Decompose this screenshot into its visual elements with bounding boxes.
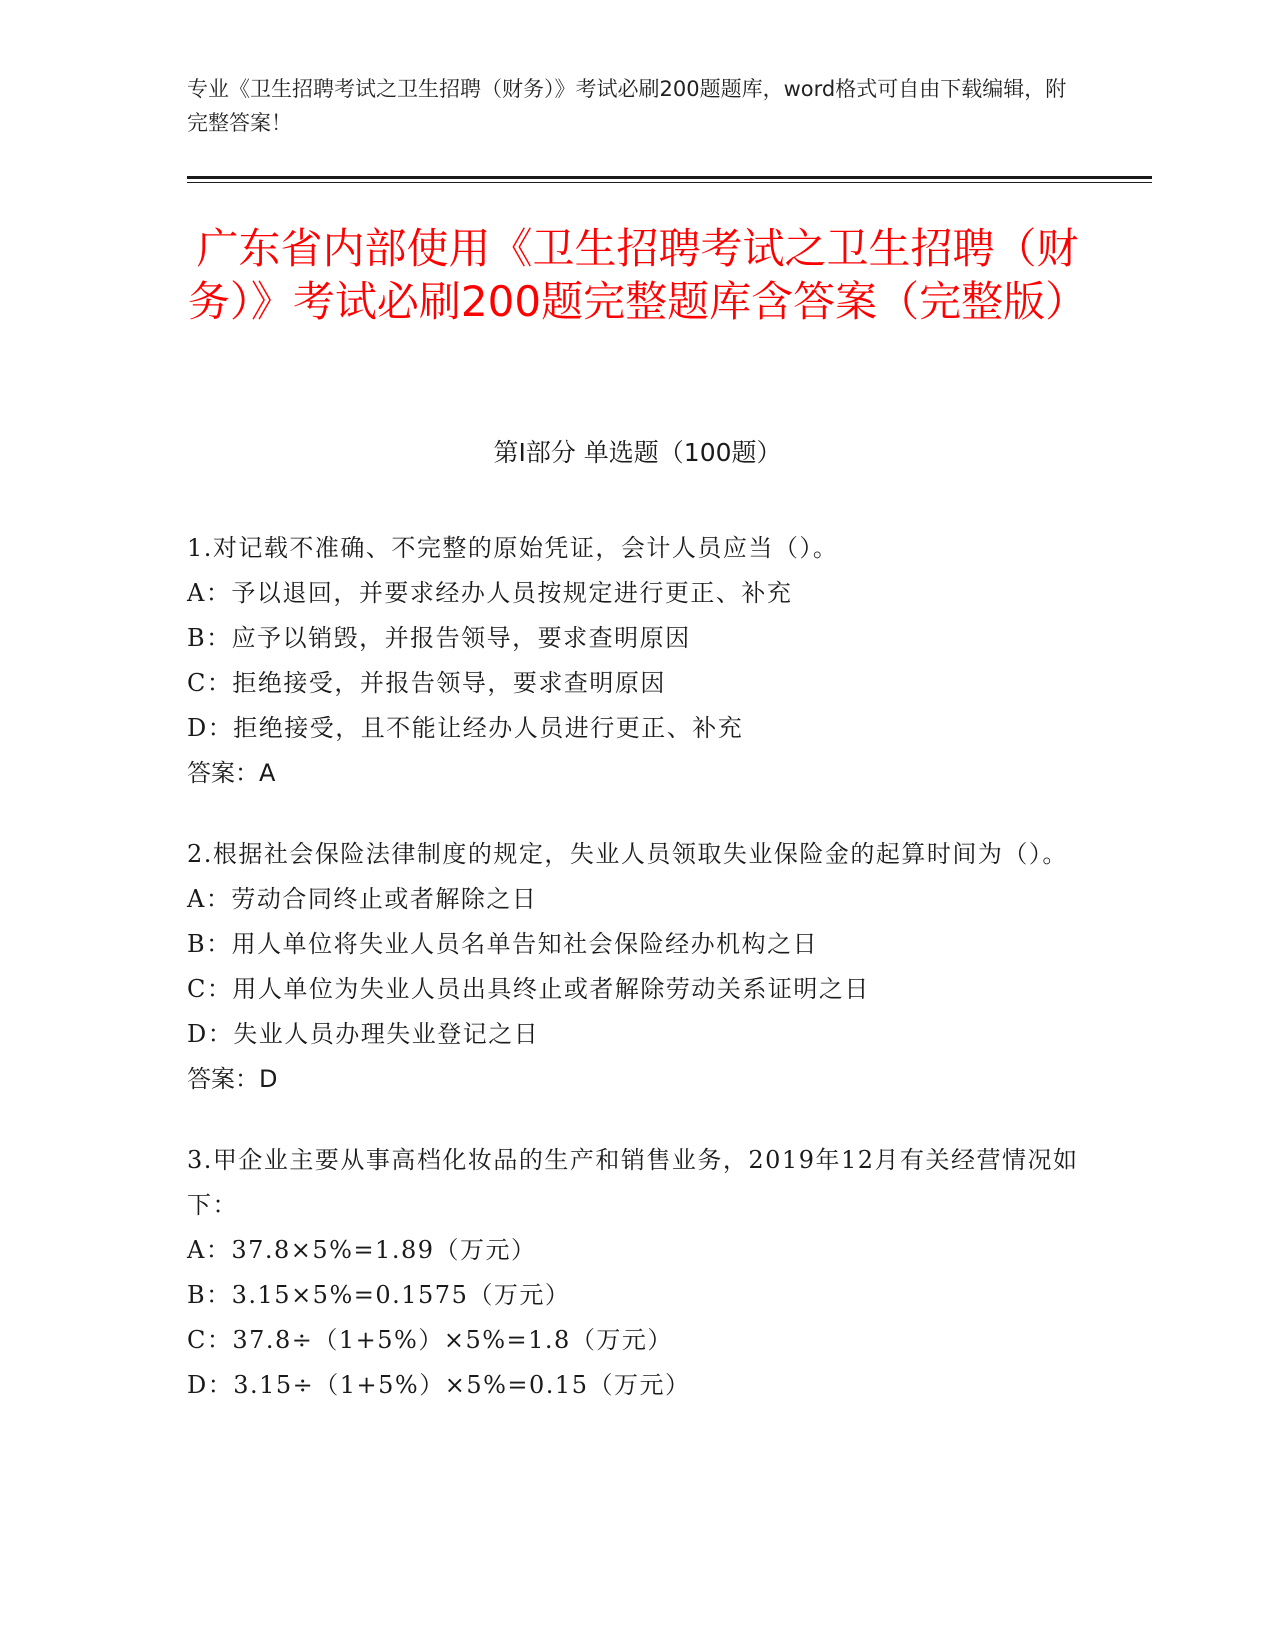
header-divider-thick [187, 176, 1152, 179]
question-3 [187, 1138, 1087, 1408]
option-c: C：37.8÷（1+5%）×5%=1.8（万元） [187, 1326, 673, 1354]
answer: 答案：A [187, 759, 276, 787]
question-list [187, 526, 1087, 1444]
question-stem: 2.根据社会保险法律制度的规定，失业人员领取失业保险金的起算时间为（）。 [187, 840, 1068, 868]
option-c: C：用人单位为失业人员出具终止或者解除劳动关系证明之日 [187, 975, 870, 1003]
option-a: A：37.8×5%=1.89（万元） [187, 1236, 537, 1264]
option-d: D：失业人员办理失业登记之日 [187, 1020, 540, 1048]
question-2 [187, 832, 1087, 1102]
question-stem: 1.对记载不准确、不完整的原始凭证，会计人员应当（）。 [187, 534, 839, 562]
question-1 [187, 526, 1087, 796]
option-d: D：3.15÷（1+5%）×5%=0.15（万元） [187, 1371, 691, 1399]
option-b: B：用人单位将失业人员名单告知社会保险经办机构之日 [187, 930, 819, 958]
header-note: 专业《卫生招聘考试之卫生招聘（财务）》考试必刷200题题库，word格式可自由下载编辑，附完整答案！ [187, 77, 1067, 135]
option-b: B：应予以销毁，并报告领导，要求查明原因 [187, 624, 691, 652]
document-title: 广东省内部使用《卫生招聘考试之卫生招聘（财务）》考试必刷200题完整题库含答案（完整版） [187, 224, 1088, 326]
option-a: A：予以退回，并要求经办人员按规定进行更正、补充 [187, 579, 793, 607]
option-c: C：拒绝接受，并报告领导，要求查明原因 [187, 669, 666, 697]
question-stem: 3.甲企业主要从事高档化妆品的生产和销售业务，2019年12月有关经营情况如下： [187, 1146, 1079, 1219]
option-d: D：拒绝接受，且不能让经办人员进行更正、补充 [187, 714, 744, 742]
answer: 答案：D [187, 1065, 278, 1093]
option-b: B：3.15×5%=0.1575（万元） [187, 1281, 571, 1309]
header-divider-thin [187, 182, 1152, 183]
section-heading: 第I部分 单选题（100题） [493, 438, 782, 467]
option-a: A：劳动合同终止或者解除之日 [187, 885, 538, 913]
